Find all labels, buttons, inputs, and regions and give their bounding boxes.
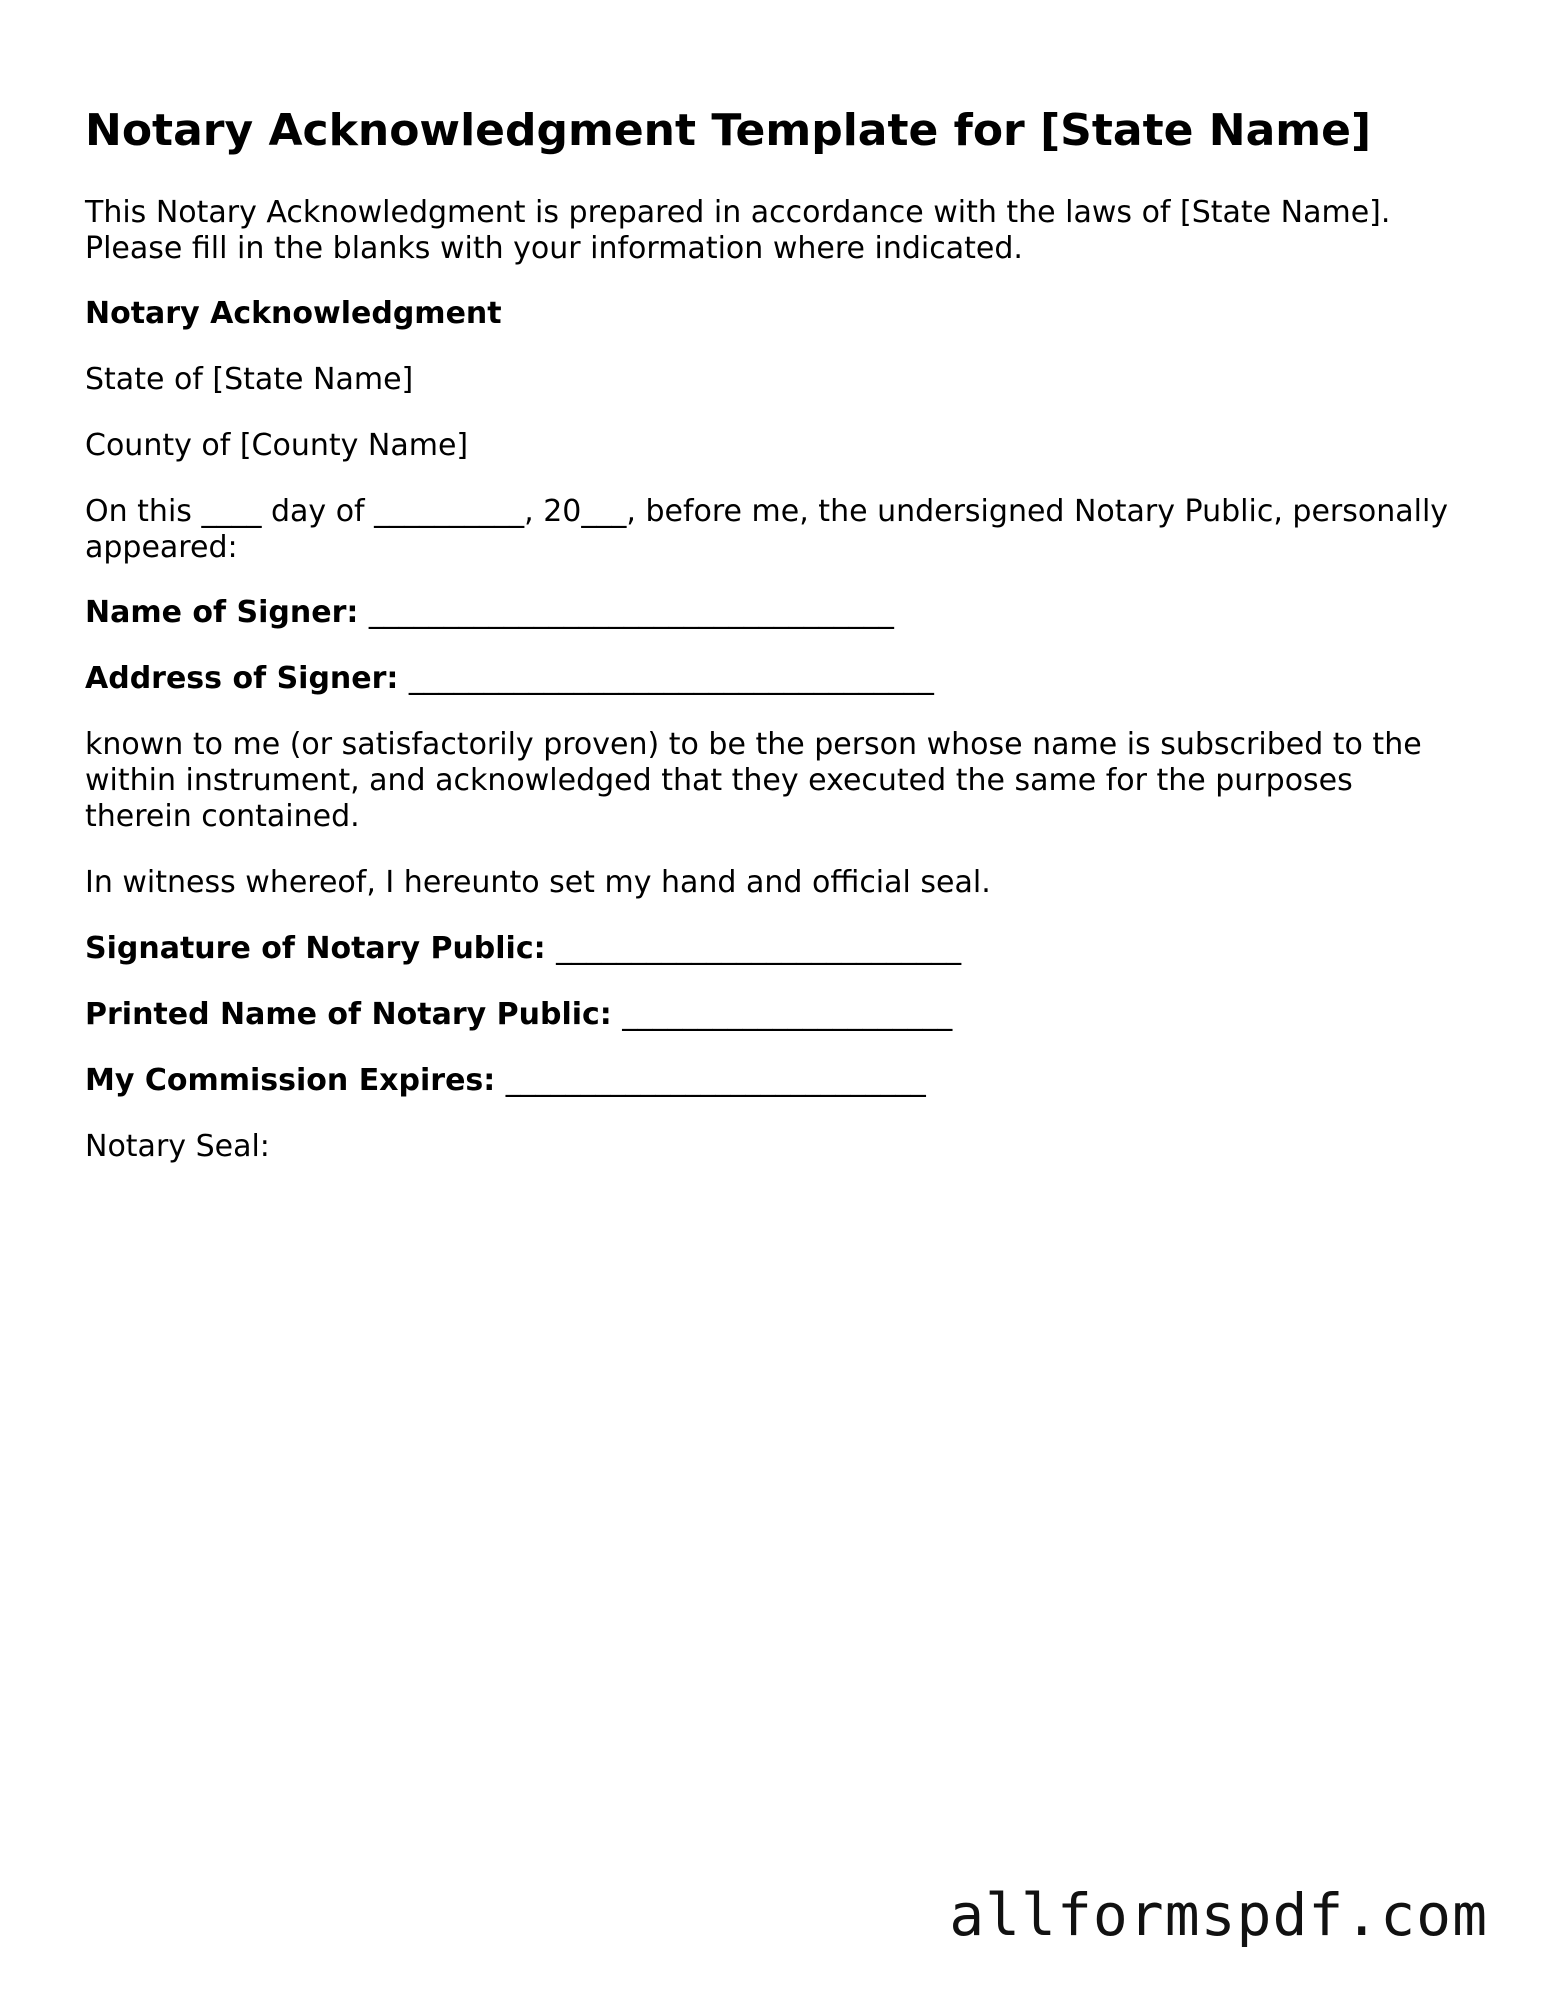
notary-printed-name-blank[interactable]: ______________________ — [622, 997, 953, 1032]
commission-expires-label: My Commission Expires: — [85, 1063, 496, 1098]
document-title: Notary Acknowledgment Template for [State Name] — [85, 105, 1372, 156]
signer-address-field — [85, 661, 934, 697]
signer-address-blank[interactable]: ___________________________________ — [408, 661, 934, 696]
appearance-line-1: On this ____ day of __________, 20___, before me, the undersigned Notary Public, personally — [85, 494, 1449, 529]
state-line: State of [State Name] — [85, 362, 414, 397]
notary-signature-blank[interactable]: ___________________________ — [556, 931, 962, 966]
notary-signature-label: Signature of Notary Public: — [85, 931, 546, 966]
signer-name-blank[interactable]: ___________________________________ — [368, 595, 894, 630]
intro-line-1: This Notary Acknowledgment is prepared in accordance with the laws of [State Name]. — [85, 195, 1391, 230]
section-heading: Notary Acknowledgment — [85, 296, 502, 331]
intro-paragraph — [85, 195, 1390, 267]
known-line-3: therein contained. — [85, 799, 360, 834]
appearance-line-2: appeared: — [85, 530, 238, 565]
signer-name-label: Name of Signer: — [85, 595, 359, 630]
notary-printed-name-field — [85, 997, 952, 1033]
known-paragraph — [85, 727, 1422, 835]
signer-name-field — [85, 595, 894, 631]
signer-address-label: Address of Signer: — [85, 661, 399, 696]
commission-expires-blank[interactable]: ____________________________ — [505, 1063, 926, 1098]
witness-line: In witness whereof, I hereunto set my hand and official seal. — [85, 865, 991, 900]
notary-printed-name-label: Printed Name of Notary Public: — [85, 997, 612, 1032]
known-line-2: within instrument, and acknowledged that they executed the same for the purposes — [85, 763, 1353, 798]
notary-seal-label: Notary Seal: — [85, 1129, 270, 1164]
notary-signature-field — [85, 931, 961, 967]
appearance-paragraph — [85, 494, 1448, 566]
county-line: County of [County Name] — [85, 428, 469, 463]
watermark-logo: allformspdf.com — [949, 1881, 1488, 1949]
known-line-1: known to me (or satisfactorily proven) to be the person whose name is subscribed to the — [85, 727, 1422, 762]
commission-expires-field — [85, 1063, 926, 1099]
intro-line-2: Please fill in the blanks with your information where indicated. — [85, 231, 1023, 266]
